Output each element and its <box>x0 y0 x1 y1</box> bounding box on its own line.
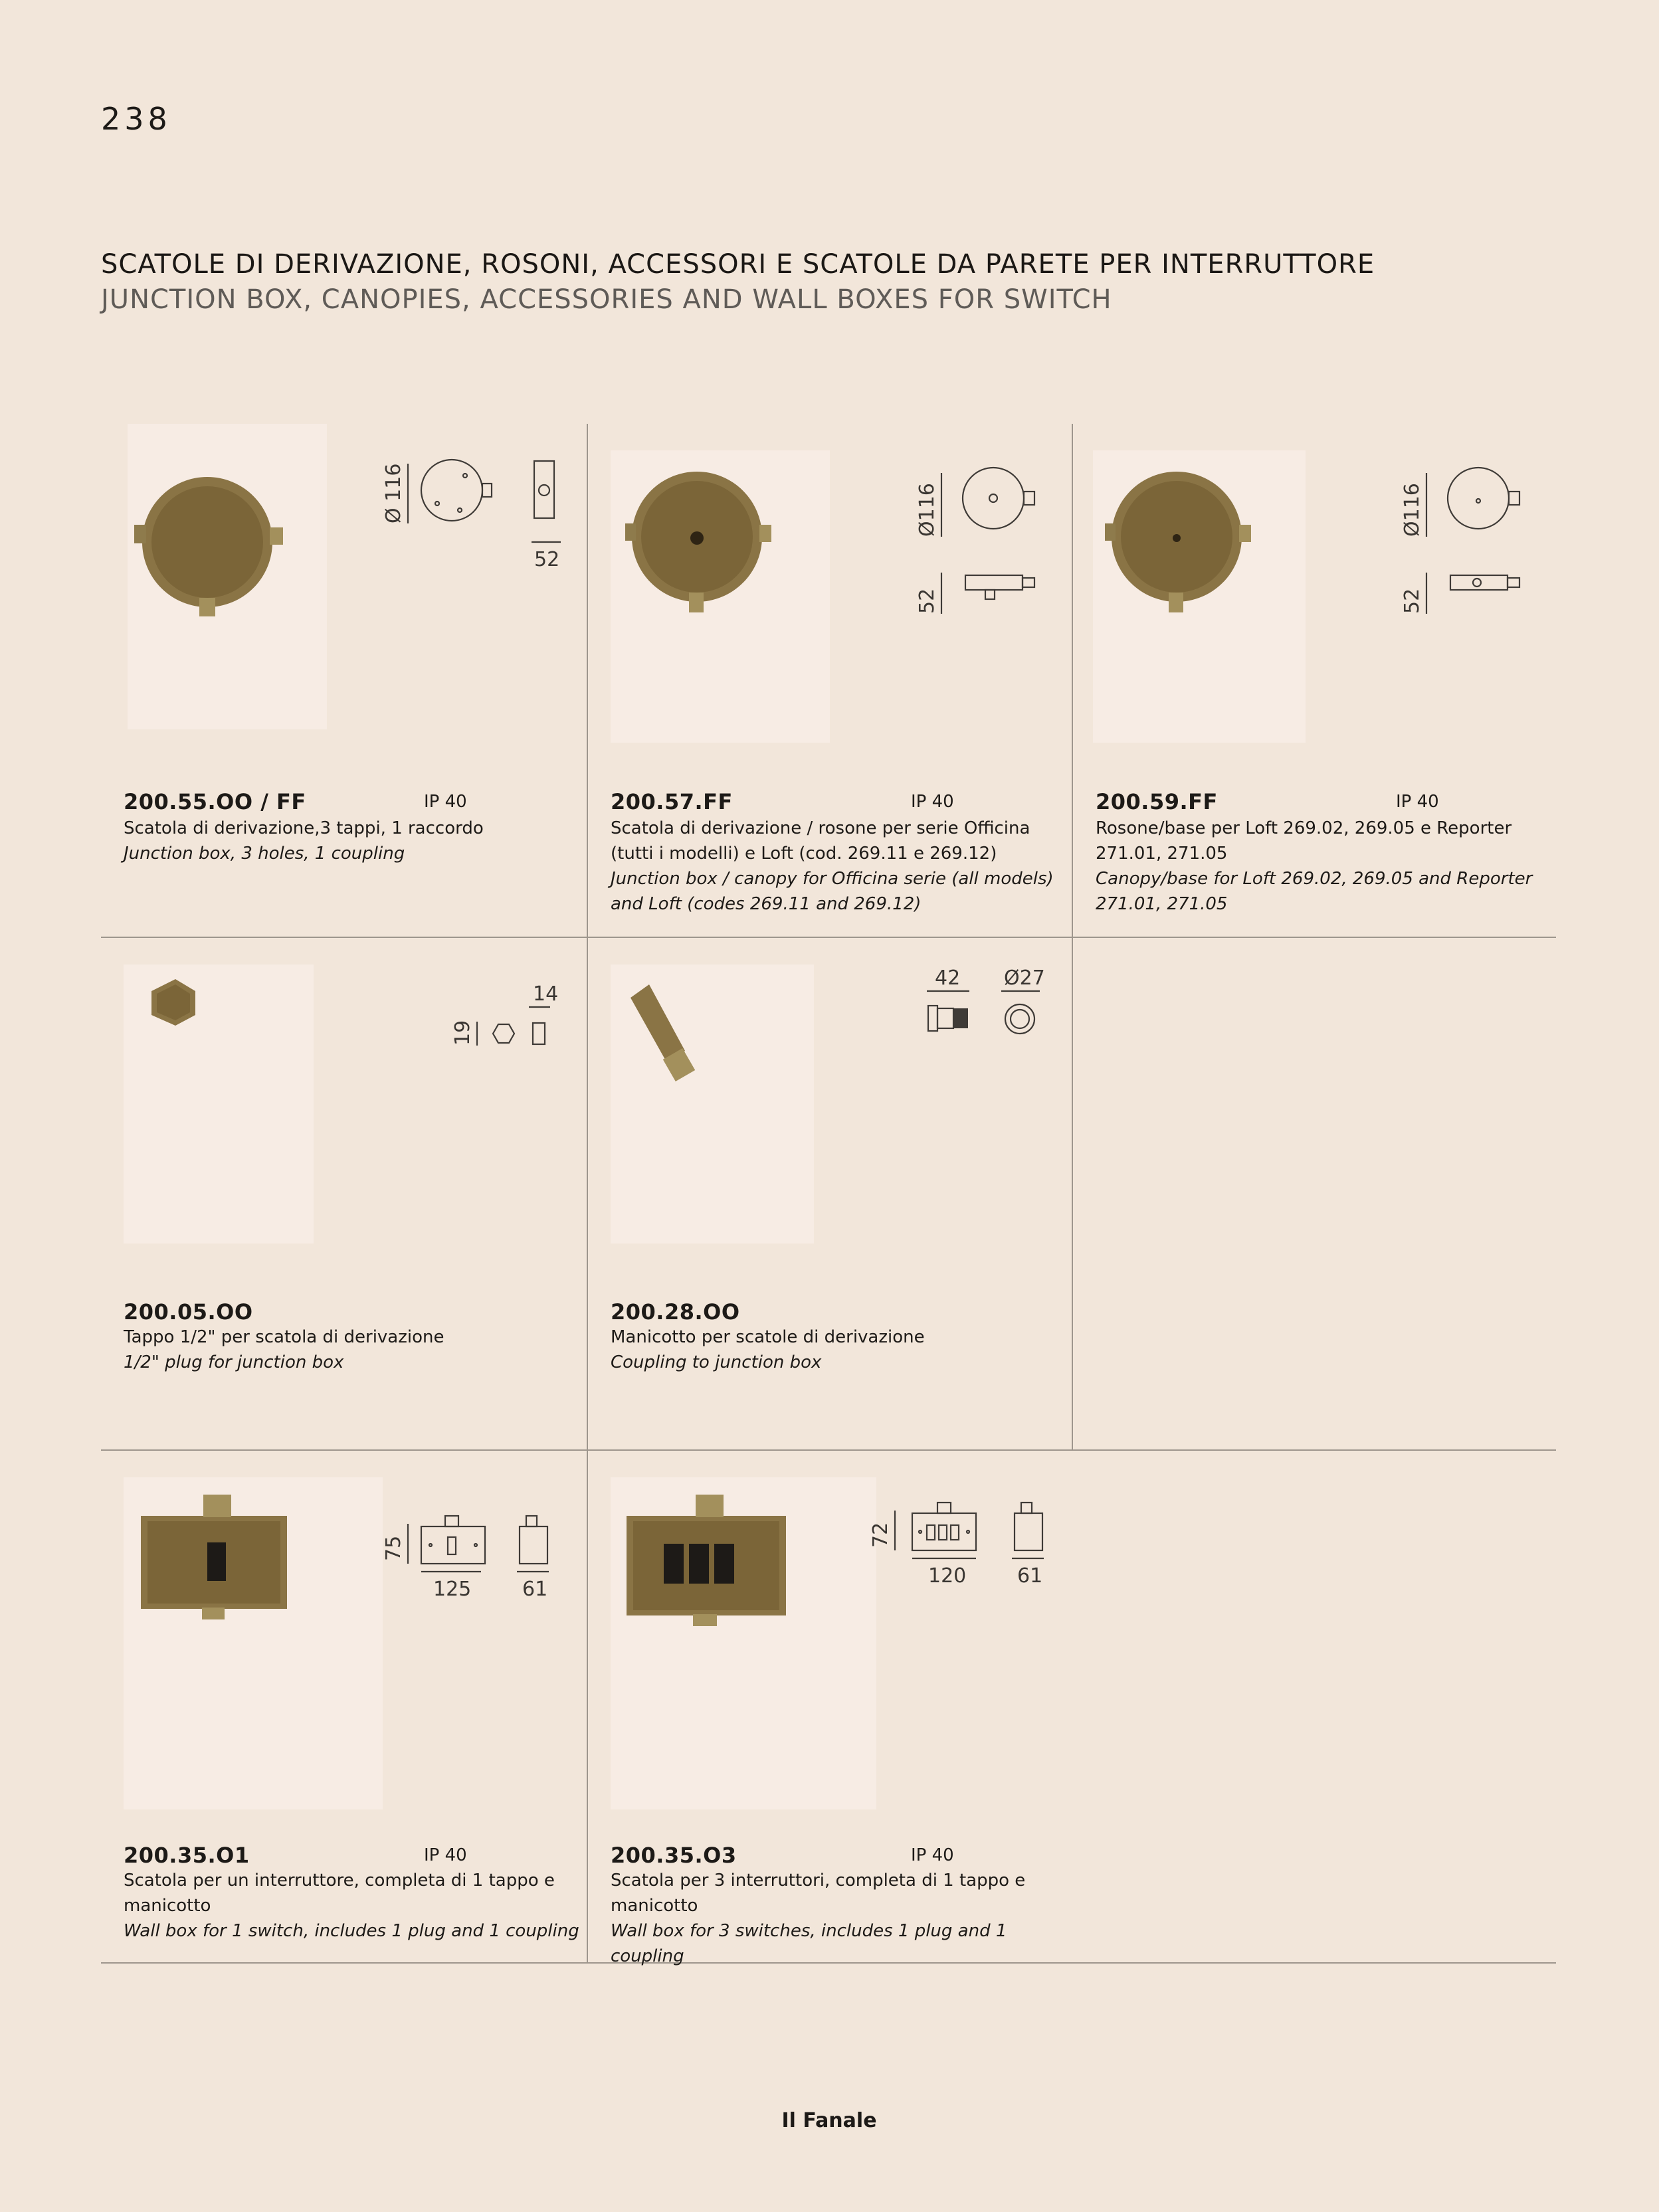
plug-image <box>124 965 314 1244</box>
product-photo <box>124 965 314 1244</box>
description-italian: Scatola di derivazione / rosone per serie Officina (tutti i modelli) e Loft (cod. 269.11 e 269.12) <box>611 818 1030 864</box>
technical-drawings <box>907 464 1066 636</box>
single-switch-box-image <box>124 1477 383 1809</box>
ip-rating: IP 40 <box>424 792 467 812</box>
description-italian: Manicotto per scatole di derivazione <box>611 1327 925 1347</box>
dimension-length: 42 <box>935 967 961 990</box>
product-code: 200.35.O3 <box>611 1843 737 1868</box>
product-code: 200.57.FF <box>611 789 733 814</box>
product-photo <box>611 965 814 1244</box>
product-card <box>101 424 587 937</box>
ip-rating: IP 40 <box>424 1845 467 1865</box>
description-english: Coupling to junction box <box>611 1352 822 1372</box>
canopy-base-image <box>1093 450 1306 743</box>
technical-drawings <box>1392 464 1551 636</box>
product-photo <box>128 424 327 729</box>
triple-switch-box-image <box>611 1477 876 1809</box>
brand-footer: Il Fanale <box>781 2109 877 2132</box>
ip-rating: IP 40 <box>911 792 954 812</box>
product-card <box>101 1451 587 1964</box>
page-number: 238 <box>101 101 171 137</box>
dimension-depth: 61 <box>522 1578 548 1597</box>
technical-drawings <box>900 965 1066 1058</box>
section-title-english: JUNCTION BOX, CANOPIES, ACCESSORIES AND WALL BOXES FOR SWITCH <box>101 284 1112 315</box>
product-code: 200.35.O1 <box>124 1843 250 1868</box>
product-photo <box>611 1477 876 1809</box>
canopy-box-image <box>611 450 830 743</box>
dimension-diameter: Ø116 <box>1401 483 1424 537</box>
product-card <box>588 424 1074 937</box>
dimension-diameter: Ø 116 <box>382 463 405 523</box>
dimension-size: 19 <box>451 1020 474 1046</box>
product-photo <box>611 450 830 743</box>
section-title-italian: SCATOLE DI DERIVAZIONE, ROSONI, ACCESSORI E SCATOLE DA PARETE PER INTERRUTTORE <box>101 249 1375 280</box>
technical-drawings <box>367 450 579 583</box>
product-code: 200.05.OO <box>124 1299 253 1325</box>
product-code: 200.59.FF <box>1096 789 1218 814</box>
dimension-width: 125 <box>433 1578 472 1597</box>
technical-drawings <box>446 978 579 1058</box>
ip-rating: IP 40 <box>1396 792 1439 812</box>
description-italian: Scatola per 3 interruttori, completa di 1 tappo e manicotto <box>611 1871 1026 1916</box>
description-italian: Scatola per un interruttore, completa di 1 tappo e manicotto <box>124 1871 555 1916</box>
product-code: 200.55.OO / FF <box>124 789 306 814</box>
product-code: 200.28.OO <box>611 1299 740 1325</box>
ip-rating: IP 40 <box>911 1845 954 1865</box>
technical-drawings <box>380 1504 579 1597</box>
description-english: Wall box for 1 switch, includes 1 plug and 1 coupling <box>124 1921 579 1941</box>
dimension-height: 72 <box>869 1522 892 1548</box>
dimension-width: 120 <box>928 1564 967 1584</box>
product-photo <box>1093 450 1306 743</box>
product-photo <box>124 1477 383 1809</box>
junction-box-image <box>128 424 327 729</box>
dimension-depth: 52 <box>1401 588 1424 614</box>
dimension-length: 14 <box>533 982 559 1006</box>
dimension-depth: 52 <box>534 548 560 571</box>
description-italian: Scatola di derivazione,3 tappi, 1 raccordo <box>124 818 484 838</box>
description-english: Canopy/base for Loft 269.02, 269.05 and Reporter 271.01, 271.05 <box>1096 869 1533 914</box>
description-italian: Tappo 1/2" per scatola di derivazione <box>124 1327 444 1347</box>
dimension-diameter: Ø27 <box>1004 967 1045 990</box>
dimension-depth: 52 <box>916 588 939 614</box>
description-english: 1/2" plug for junction box <box>124 1352 344 1372</box>
dimension-diameter: Ø116 <box>916 483 939 537</box>
product-card <box>101 938 587 1451</box>
description-english: Junction box / canopy for Officina serie (all models) and Loft (codes 269.11 and 269.12) <box>611 869 1054 914</box>
description-english: Wall box for 3 switches, includes 1 plug and 1 coupling <box>611 1921 1007 1966</box>
product-card <box>588 938 1074 1451</box>
product-card <box>1073 424 1559 937</box>
description-italian: Rosone/base per Loft 269.02, 269.05 e Reporter 271.01, 271.05 <box>1096 818 1512 864</box>
coupling-image <box>611 965 814 1244</box>
product-card <box>588 1451 1074 1964</box>
dimension-height: 75 <box>382 1535 405 1561</box>
description-english: Junction box, 3 holes, 1 coupling <box>124 844 405 864</box>
dimension-depth: 61 <box>1017 1564 1043 1584</box>
technical-drawings <box>867 1491 1066 1584</box>
